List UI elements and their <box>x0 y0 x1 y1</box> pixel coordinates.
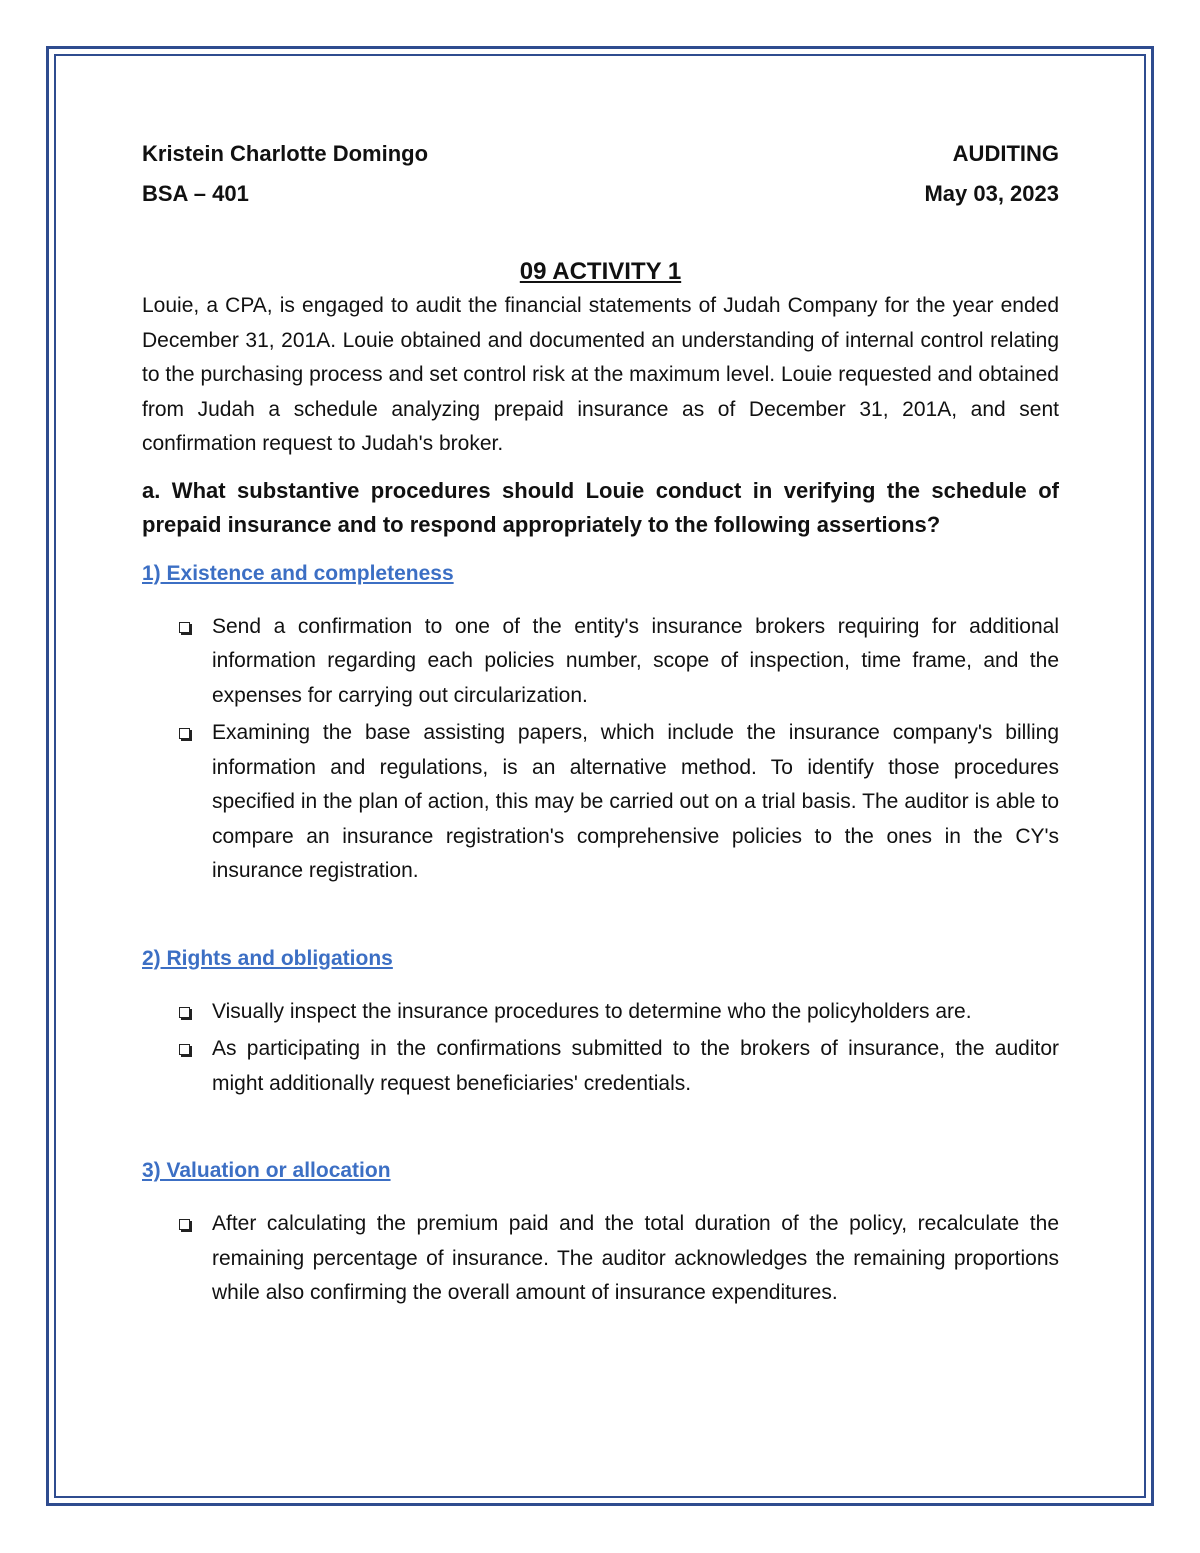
header-row-1 <box>142 134 1059 174</box>
list-item-text: After calculating the premium paid and the total duration of the policy, recalculate the remaining percentage of insurance. The auditor acknowledges the remaining proportions while also confirming the overall amount of insurance expenditures. <box>212 1212 1059 1304</box>
intro-paragraph: Louie, a CPA, is engaged to audit the financial statements of Judah Company for the year ended December 31, 201A. Louie obtained and documented an understanding of internal control relating to the purchasing process and set control risk at the maximum level. Louie requested and obtained from Judah a schedule analyzing prepaid insurance as of December 31, 201A, and sent confirmation request to Judah's broker. <box>142 294 1059 455</box>
list-item <box>142 1207 1059 1311</box>
checkbox-icon <box>179 1007 190 1018</box>
checkbox-icon <box>179 622 190 633</box>
list-item-text: Visually inspect the insurance procedures to determine who the policyholders are. <box>212 999 972 1023</box>
subject-name: AUDITING <box>952 141 1059 166</box>
checkbox-icon <box>179 1044 190 1055</box>
section-heading-existence: 1) Existence and completeness <box>142 561 454 585</box>
section-list-valuation <box>142 1207 1059 1311</box>
section-heading-rights: 2) Rights and obligations <box>142 946 393 970</box>
document-content <box>142 134 1059 1314</box>
list-item <box>142 1032 1059 1101</box>
list-item <box>142 995 1059 1030</box>
list-item-text: Examining the base assisting papers, which include the insurance company's billing information and regulations, is an alternative method. To identify those procedures specified in the plan of action, this may be carried out on a trial basis. The auditor is able to compare an insurance registration's comprehensive policies to the ones in the CY's insurance registration. <box>212 721 1059 882</box>
class-section: BSA – 401 <box>142 181 249 206</box>
checkbox-icon <box>179 1219 190 1230</box>
list-item-text: As participating in the confirmations submitted to the brokers of insurance, the auditor might additionally request beneficiaries' credentials. <box>212 1037 1059 1095</box>
section-heading-valuation: 3) Valuation or allocation <box>142 1159 391 1182</box>
checkbox-icon <box>179 728 190 739</box>
header-row-2 <box>142 174 1059 214</box>
submission-date: May 03, 2023 <box>924 181 1059 206</box>
list-item <box>142 610 1059 714</box>
activity-title: 09 ACTIVITY 1 <box>519 258 682 285</box>
student-name: Kristein Charlotte Domingo <box>142 141 429 166</box>
list-item <box>142 716 1059 889</box>
section-list-rights <box>142 995 1059 1102</box>
section-list-existence <box>142 610 1059 889</box>
question-text: a. What substantive procedures should Louie conduct in verifying the schedule of prepaid insurance and to respond appropriately to the following assertions? <box>142 477 1059 537</box>
list-item-text: Send a confirmation to one of the entity's insurance brokers requiring for additional information regarding each policies number, scope of inspection, time frame, and the expenses for carrying out circularization. <box>212 614 1059 707</box>
